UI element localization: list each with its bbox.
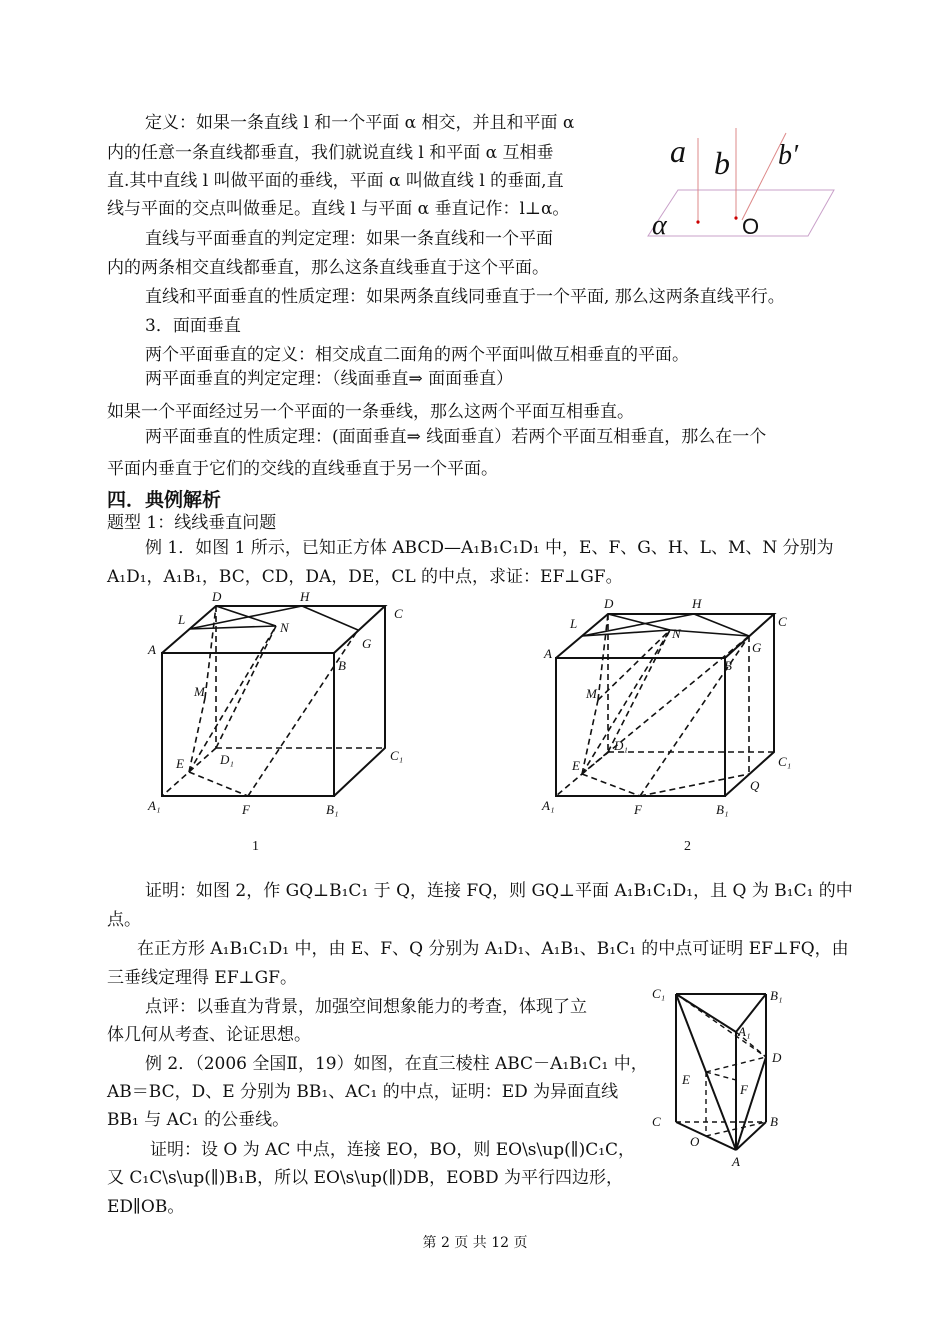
label-a: A [732,1154,740,1169]
plane-judgement-body: 如果一个平面经过另一个平面的一条垂线，那么这两个平面互相垂直。 [107,402,634,422]
label-b: b [714,145,730,181]
label-b1: B₁ [770,988,783,1003]
label-alpha: α [652,210,667,241]
label-a1: A₁ [738,1024,751,1039]
segment-d1n [608,630,670,752]
definition-line-2: 内的任意一条直线都垂直，我们就说直线 l 和平面 α 互相垂 [107,143,554,163]
prism-figure [650,982,810,1172]
label-b-prime: b′ [778,140,799,171]
label-e: E [572,758,580,773]
example-1-line-2: A₁D₁，A₁B₁，BC，CD，DA，DE，CL 的中点，求证：EF⊥GF。 [107,567,623,587]
example-2-proof-2: 又 C₁C\s\up(∥)B₁B，所以 EO\s\up(∥)DB，EOBD 为平行四边形， [107,1168,624,1188]
label-h: H [692,596,702,611]
label-f: F [740,1082,748,1097]
segment-fg [640,636,749,796]
label-d: D [212,589,222,604]
foot-point-o [734,216,737,219]
segment-ef [582,774,640,796]
figure-2-caption: 2 [684,839,691,854]
cube-figure-1 [140,588,420,858]
definition-line-1: 定义：如果一条直线 l 和一个平面 α 相交，并且和平面 α [145,113,575,133]
segment-d1n [216,626,276,748]
segment-fq [640,774,749,796]
segment-fg [248,630,358,796]
example-2-line-2: AB＝BC，D、E 分别为 BB₁、AC₁ 的中点，证明：ED 为异面直线 [107,1082,619,1102]
page-footer: 第 2 页 共 12 页 [422,1235,528,1251]
label-b: B [724,658,732,673]
definition-line-4: 线与平面的交点叫做垂足。直线 l 与平面 α 垂直记作：l⊥α。 [107,199,570,219]
label-d1: D₁ [220,752,234,767]
label-n: N [672,626,681,641]
label-a: a [670,133,686,169]
label-d: D [772,1050,782,1065]
label-d: D [604,596,614,611]
label-c: C [652,1114,661,1129]
line-plane-figure [638,128,838,248]
label-f: F [242,802,250,817]
label-b1: B₁ [326,802,339,817]
label-f: F [634,802,642,817]
figure-1-caption: 1 [252,839,259,854]
label-c: C [778,614,787,629]
label-c: C [394,606,403,621]
subsection-heading: 3．面面垂直 [145,316,241,336]
label-a1: A₁ [542,798,555,813]
definition-line-3: 直.其中直线 l 叫做平面的垂线，平面 α 叫做直线 l 的垂面,直 [107,171,564,191]
label-a: A [544,646,552,661]
example-2-proof-3: ED∥OB。 [107,1197,185,1217]
label-b1: B₁ [716,802,729,817]
example-2-proof-1: 证明：设 O 为 AC 中点，连接 EO，BO，则 EO\s\up(∥)C₁C， [150,1140,636,1160]
label-o: O [742,214,760,239]
segment-dn [608,614,670,630]
cube-figure-2 [540,594,810,859]
segment-en [189,626,276,772]
segment-ef [189,772,248,796]
label-g: G [362,636,372,651]
label-c1: C₁ [778,754,792,769]
comment-line-2: 体几何从考查、论证思想。 [107,1025,311,1045]
proof-1-line-1: 证明：如图 2，作 GQ⊥B₁C₁ 于 Q，连接 FQ，则 GQ⊥平面 A₁B₁C₁D₁，且 Q 为 B₁C₁ 的中 [145,881,853,901]
label-n: N [280,620,289,635]
label-h: H [300,589,310,604]
label-o: O [690,1134,700,1149]
plane-judgement-title: 两平面垂直的判定定理：（线面垂直⇒ 面面垂直） [145,369,514,389]
proof-1-line-3: 在正方形 A₁B₁C₁D₁ 中，由 E、F、Q 分别为 A₁D₁、A₁B₁、B₁C₁ 的中点可证明 EF⊥FQ，由 [137,939,849,959]
label-m: M [586,686,597,701]
right-face [334,606,385,796]
problem-type-1: 题型 1：线线垂直问题 [107,513,277,533]
example-2-line-3: BB₁ 与 AC₁ 的公垂线。 [107,1110,290,1130]
label-g: G [752,640,762,655]
judgement-theorem-line-2: 内的两条相交直线都垂直，那么这条直线垂直于这个平面。 [107,258,549,278]
plane-alpha-shape [648,190,834,236]
plane-property-line-2: 平面内垂直于它们的交线的直线垂直于另一个平面。 [107,459,498,479]
label-b: B [338,658,346,673]
label-l: L [570,616,578,631]
plane-property-line-1: 两平面垂直的性质定理：(面面垂直⇒ 线面垂直）若两个平面互相垂直，那么在一个 [145,427,767,447]
proof-1-line-4: 三垂线定理得 EF⊥GF。 [107,968,297,988]
label-c1: C₁ [390,748,404,763]
example-1-line-1: 例 1．如图 1 所示，已知正方体 ABCD—A₁B₁C₁D₁ 中，E、F、G、H、L、M、N 分别为 [145,538,834,558]
label-a1: A₁ [148,798,161,813]
segment-eg [582,636,749,774]
label-q: Q [750,778,760,793]
comment-line-1: 点评：以垂直为背景，加强空间想象能力的考查，体现了立 [145,997,587,1017]
plane-perpendicular-definition: 两个平面垂直的定义：相交成直二面角的两个平面叫做互相垂直的平面。 [145,345,689,365]
label-b: B [770,1114,778,1129]
label-m: M [194,684,205,699]
segment-ef [706,1072,736,1080]
segment-em [189,698,205,772]
property-theorem: 直线和平面垂直的性质定理：如果两条直线同垂直于一个平面, 那么这两条直线平行。 [145,287,785,307]
label-a: A [148,642,156,657]
segment-hg [302,606,358,630]
label-d1: D₁ [614,738,628,753]
example-2-line-1: 例 2．（2006 全国Ⅱ，19）如图，在直三棱柱 ABC－A₁B₁C₁ 中， [145,1054,648,1074]
judgement-theorem-line-1: 直线与平面垂直的判定定理：如果一条直线和一个平面 [145,229,553,249]
label-l: L [178,612,186,627]
section-heading: 四．典例解析 [107,489,222,511]
segment-dn [216,606,276,626]
label-e: E [176,756,184,771]
segment-em [582,700,598,774]
foot-point-a [696,220,699,223]
label-e: E [682,1072,690,1087]
label-c1: C₁ [652,986,666,1001]
proof-1-line-2: 点。 [107,910,141,930]
